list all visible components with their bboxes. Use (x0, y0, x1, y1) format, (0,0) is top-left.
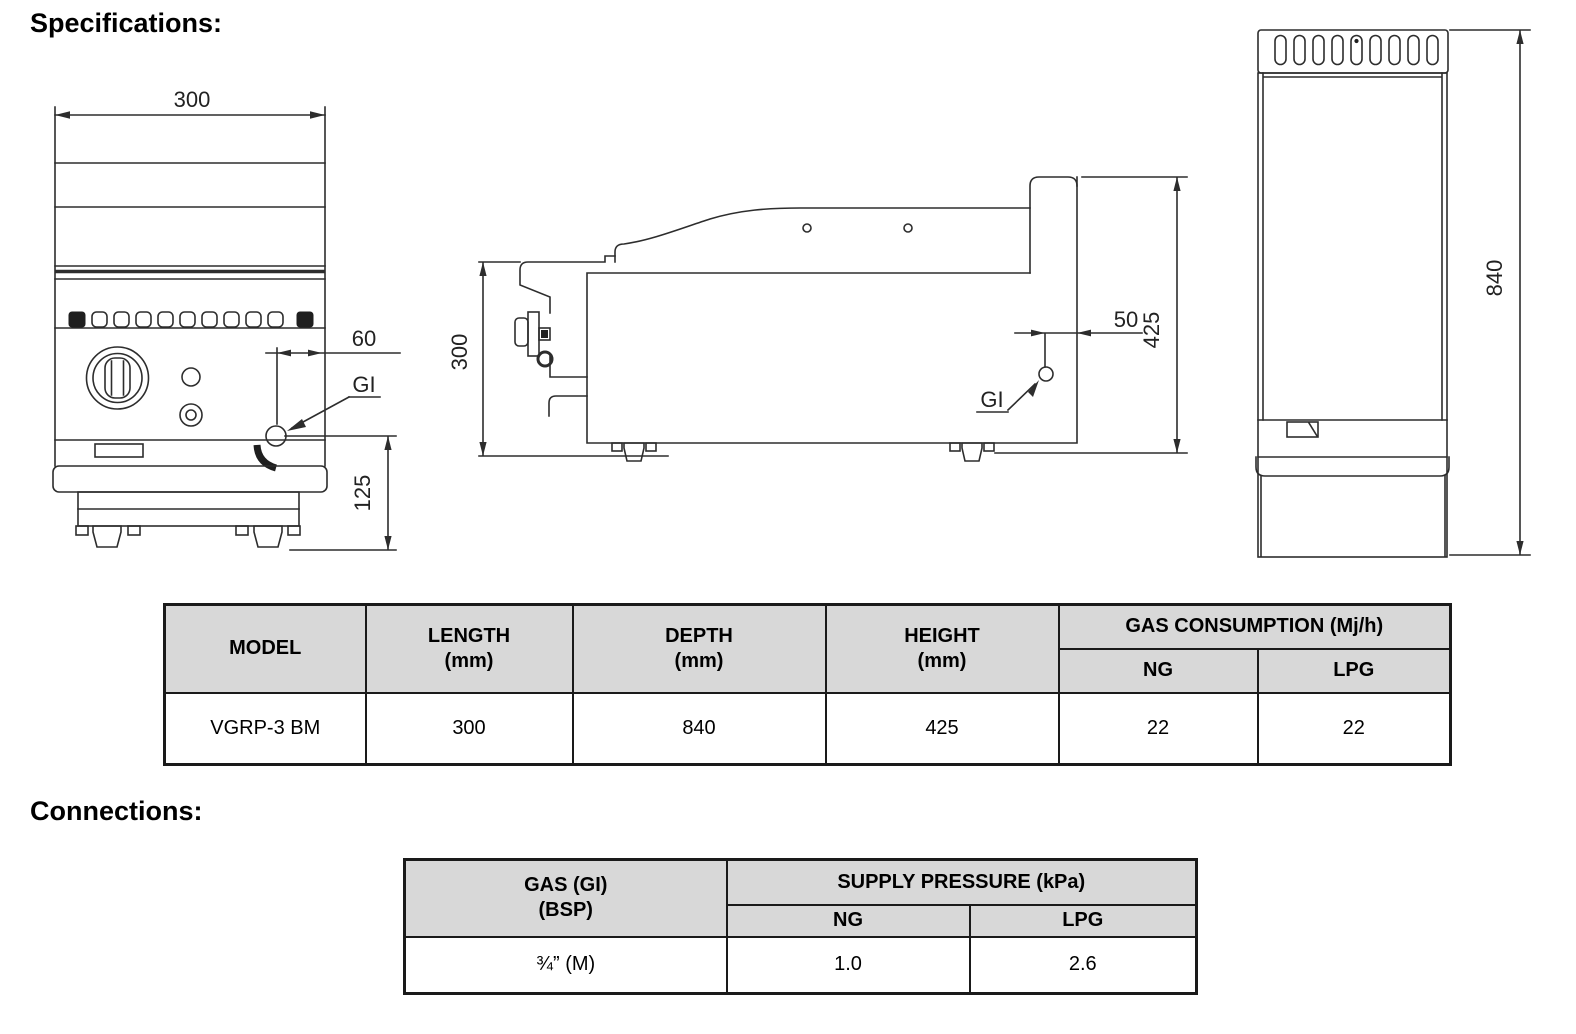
conn-cell-gas-size: ¾” (M) (405, 937, 727, 994)
spec-header-depth (573, 605, 826, 693)
conn-cell-ng: 1.0 (727, 937, 970, 994)
ignition-button-icon (180, 404, 202, 426)
top-view-drawing (1230, 10, 1576, 570)
side-dim-gas-offset-label: 50 (1113, 307, 1139, 332)
feet-front-view (76, 526, 300, 547)
conn-header-ng: NG (727, 905, 970, 937)
spec-header-depth-unit: (mm) (674, 649, 724, 672)
spec-header-gas-consumption: GAS CONSUMPTION (Mj/h) (1059, 605, 1451, 649)
conn-header-gas-line2: (BSP) (538, 899, 593, 922)
spec-cell-depth: 840 (573, 693, 826, 765)
side-dim-front-height-label: 300 (447, 333, 472, 371)
front-view-lines (53, 107, 400, 550)
control-knob-icon (87, 347, 149, 409)
conn-header-supply-pressure: SUPPLY PRESSURE (kPa) (727, 860, 1197, 905)
connections-heading: Connections: (30, 796, 203, 826)
conn-header-gas-line1: GAS (GI) (524, 874, 608, 897)
spec-header-depth-label: DEPTH (665, 624, 733, 647)
conn-header-lpg: LPG (970, 905, 1197, 937)
side-view-lines (479, 177, 1187, 461)
spec-header-length (366, 605, 573, 693)
side-dim-overall-height-label: 425 (1139, 311, 1164, 349)
front-dim-width-label: 300 (173, 87, 211, 112)
side-view-drawing (447, 150, 1190, 480)
spec-header-height (826, 605, 1059, 693)
specifications-heading: Specifications: (30, 8, 223, 38)
conn-header-gas (405, 860, 727, 937)
drawer-handle-icon (1287, 422, 1318, 437)
feet-side-view (612, 443, 994, 461)
top-dim-depth-label: 840 (1482, 259, 1507, 297)
spec-cell-ng: 22 (1059, 693, 1258, 765)
spec-cell-height: 425 (826, 693, 1059, 765)
spec-header-ng: NG (1059, 649, 1258, 693)
gas-inlet-fitting-front (257, 426, 286, 468)
spec-header-model: MODEL (165, 605, 366, 693)
spec-header-height-label: HEIGHT (904, 624, 980, 647)
spec-cell-lpg: 22 (1258, 693, 1451, 765)
side-gas-inlet-label: GI (980, 387, 1004, 412)
front-dim-base-height-label: 125 (350, 474, 375, 512)
specifications-table (163, 603, 1452, 766)
table-row (165, 693, 1451, 765)
spec-cell-model: VGRP-3 BM (165, 693, 366, 765)
spec-header-lpg: LPG (1258, 649, 1451, 693)
front-view-drawing (40, 85, 410, 560)
front-dim-gas-offset-label: 60 (351, 326, 377, 351)
conn-cell-lpg: 2.6 (970, 937, 1197, 994)
spec-header-length-label: LENGTH (427, 624, 511, 647)
connections-table (403, 858, 1198, 995)
pilot-indicator-icon (182, 368, 200, 386)
spec-cell-length: 300 (366, 693, 573, 765)
front-gas-inlet-label: GI (352, 372, 376, 397)
spec-header-length-unit: (mm) (444, 649, 494, 672)
table-row (405, 937, 1197, 994)
spec-header-height-unit: (mm) (917, 649, 967, 672)
